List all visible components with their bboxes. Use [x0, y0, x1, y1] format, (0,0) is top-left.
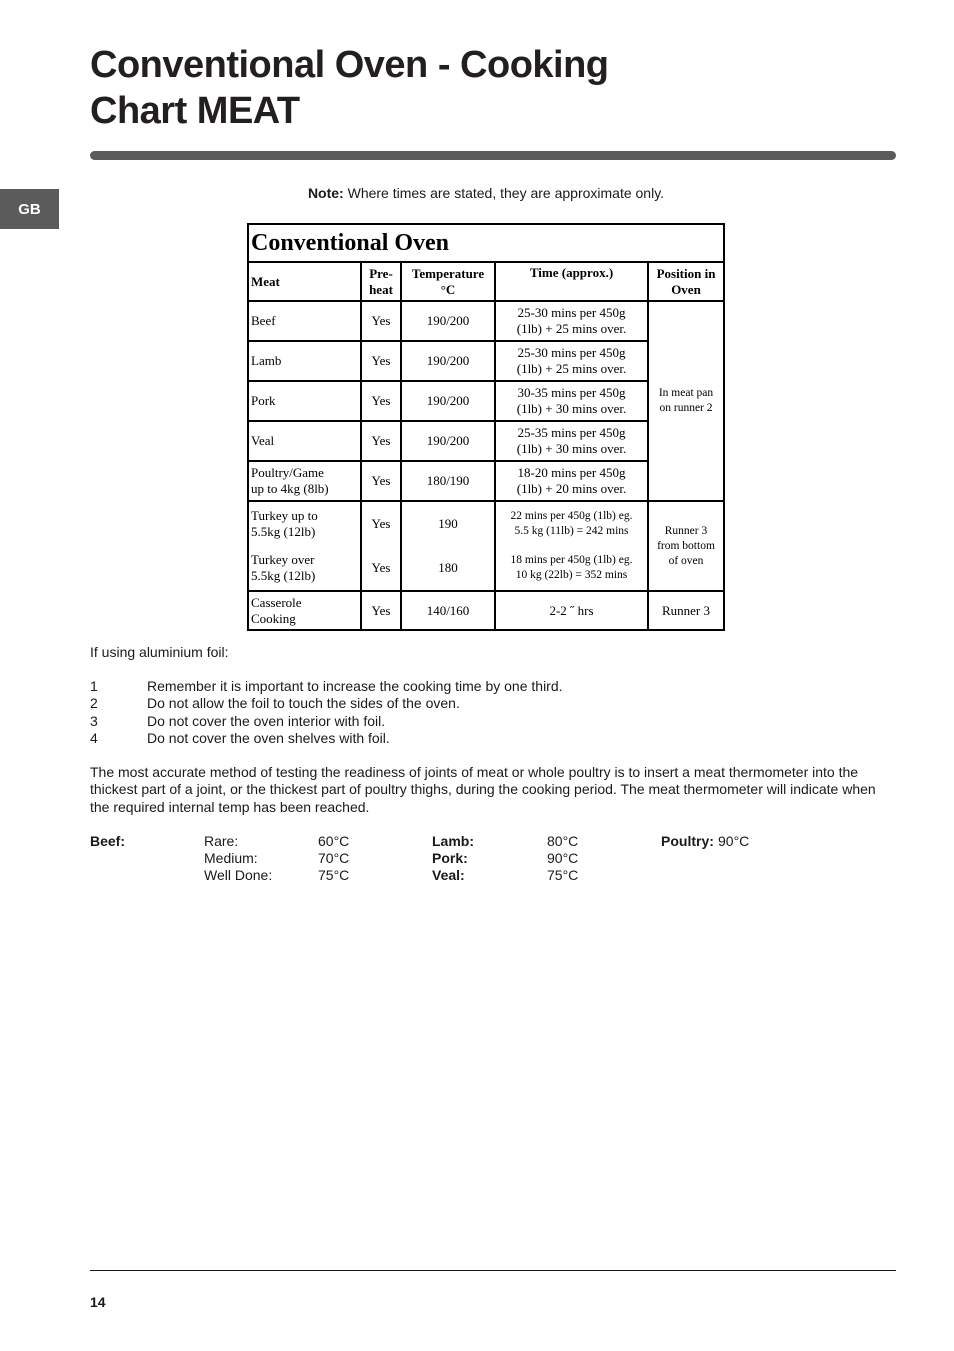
temp-cell: 180: [401, 546, 495, 591]
table-row: [249, 501, 723, 546]
list-number: 1: [90, 678, 98, 694]
meat-cell: Poultry/Game up to 4kg (8lb): [249, 461, 361, 501]
list-text: Remember it is important to increase the cooking time by one third.: [147, 678, 563, 694]
time-cell: 30-35 mins per 450g (1lb) + 30 mins over.: [495, 381, 648, 421]
temp-cell: 190/200: [401, 301, 495, 341]
list-item: [90, 678, 896, 695]
list-number: 2: [90, 695, 98, 712]
preheat-cell: Yes: [361, 301, 401, 341]
cooking-table: [249, 263, 723, 629]
page-number: 14: [90, 1294, 106, 1310]
list-item: [90, 695, 896, 712]
note-label: Note:: [307, 185, 344, 201]
lamb-value: 80°C: [547, 833, 579, 849]
rare-value: 60°C: [318, 833, 350, 849]
preheat-cell: Yes: [361, 591, 401, 629]
preheat-cell: Yes: [361, 501, 401, 546]
lamb-label: Lamb:: [432, 833, 474, 849]
preheat-cell: Yes: [361, 421, 401, 461]
time-cell: 25-30 mins per 450g (1lb) + 25 mins over.: [495, 341, 648, 381]
page-title: [90, 42, 790, 134]
temp-cell: 190/200: [401, 421, 495, 461]
meat-cell: Turkey up to 5.5kg (12lb): [249, 501, 361, 546]
meat-cell: Casserole Cooking: [249, 591, 361, 629]
time-cell: 25-30 mins per 450g (1lb) + 25 mins over.: [495, 301, 648, 341]
internal-temperatures: [90, 833, 896, 884]
temp-cell: 190: [401, 501, 495, 546]
note-body: Where times are stated, they are approximate only.: [343, 185, 665, 201]
temp-cell: 190/200: [401, 381, 495, 421]
position-cell-runner-3: Runner 3 from bottom of oven: [648, 501, 723, 591]
footer-divider: [90, 1270, 896, 1271]
header-preheat: Pre- heat: [361, 263, 401, 301]
poultry-label: Poultry:: [661, 833, 714, 849]
medium-value: 70°C: [318, 850, 350, 866]
list-number: 4: [90, 729, 98, 746]
table-row: [249, 301, 723, 341]
rare-label: Rare:: [204, 833, 239, 849]
pork-label: Pork:: [432, 850, 468, 866]
header-temperature: Temperature °C: [401, 263, 495, 301]
time-cell: 18-20 mins per 450g (1lb) + 20 mins over.: [495, 461, 648, 501]
table-row: [249, 591, 723, 629]
header-meat: Meat: [249, 263, 361, 301]
preheat-cell: Yes: [361, 546, 401, 591]
list-item: [90, 713, 896, 730]
position-cell-meat-pan: In meat pan on runner 2: [648, 301, 723, 501]
well-done-value: 75°C: [318, 867, 350, 883]
meat-cell: Beef: [249, 301, 361, 341]
veal-label: Veal:: [432, 867, 465, 883]
list-text: Do not cover the oven shelves with foil.: [147, 729, 390, 746]
temp-cell: 140/160: [401, 591, 495, 629]
temp-cell: 180/190: [401, 461, 495, 501]
poultry-value: 90°C: [718, 833, 750, 849]
position-cell: Runner 3: [648, 591, 723, 629]
pork-value: 90°C: [547, 850, 579, 866]
veal-value: 75°C: [547, 867, 579, 883]
preheat-cell: Yes: [361, 461, 401, 501]
title-divider-bar: [90, 151, 896, 160]
time-cell: 25-35 mins per 450g (1lb) + 30 mins over.: [495, 421, 648, 461]
list-number: 3: [90, 712, 98, 729]
meat-cell: Lamb: [249, 341, 361, 381]
thermometer-paragraph: The most accurate method of testing the readiness of joints of meat or whole poultry is to insert a meat thermometer into the thickest part of a joint, or the thickest part of poultry thighs, during the cooking period. The meat thermometer will indicate when the required internal temp has been reached.: [90, 764, 876, 815]
meat-cell: Pork: [249, 381, 361, 421]
page-title-line-2: Chart MEAT: [90, 90, 300, 132]
chart-title: Conventional Oven: [249, 225, 723, 263]
page-title-line-1: Conventional Oven - Cooking: [90, 44, 609, 86]
language-tab-gb: GB: [0, 189, 59, 229]
time-cell: 2-2 ˝ hrs: [495, 591, 648, 629]
cooking-chart: [247, 223, 725, 631]
note-text: [0, 185, 954, 201]
beef-label: Beef:: [90, 833, 126, 849]
list-text: Do not cover the oven interior with foil.: [147, 712, 386, 729]
table-header-row: [249, 263, 723, 301]
medium-label: Medium:: [204, 850, 258, 866]
well-done-label: Well Done:: [204, 867, 273, 883]
list-text: Do not allow the foil to touch the sides of the oven.: [147, 695, 460, 712]
preheat-cell: Yes: [361, 381, 401, 421]
time-cell: 18 mins per 450g (1lb) eg. 10 kg (22lb) = 352 mins: [495, 546, 648, 591]
header-time: Time (approx.): [495, 263, 648, 301]
temp-cell: 190/200: [401, 341, 495, 381]
time-cell: 22 mins per 450g (1lb) eg. 5.5 kg (11lb) = 242 mins: [495, 501, 648, 546]
header-position: Position in Oven: [648, 263, 723, 301]
meat-cell: Veal: [249, 421, 361, 461]
foil-intro: If using aluminium foil:: [90, 644, 229, 660]
foil-list: [90, 678, 896, 747]
list-item: [90, 730, 896, 747]
meat-cell: Turkey over 5.5kg (12lb): [249, 546, 361, 591]
preheat-cell: Yes: [361, 341, 401, 381]
